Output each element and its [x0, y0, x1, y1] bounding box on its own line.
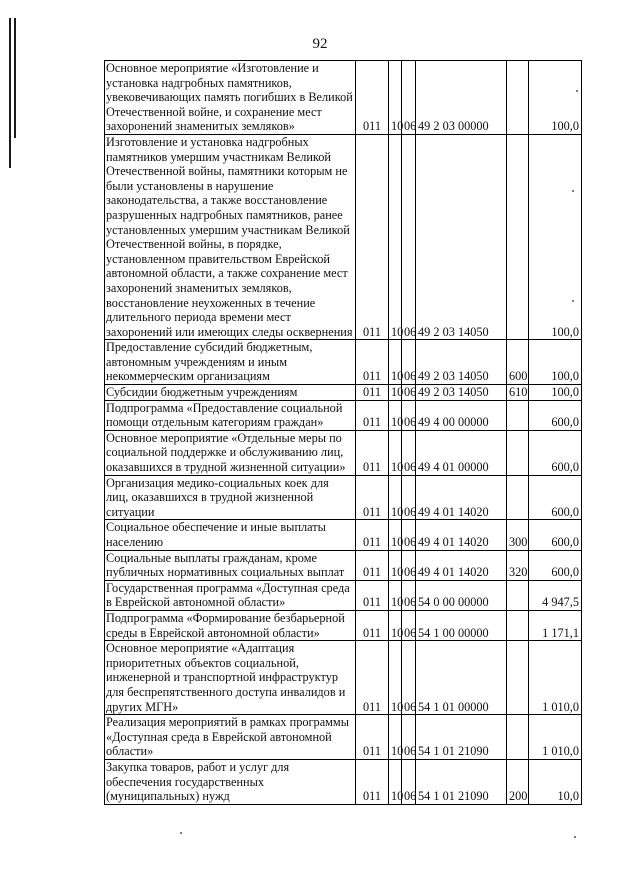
- amount-cell: 100,0: [529, 61, 582, 135]
- table-row: [105, 340, 582, 385]
- subsection-code-cell: 06: [402, 61, 416, 135]
- table-row: [105, 61, 582, 135]
- expense-type-cell: [507, 400, 529, 430]
- table-row: [105, 385, 582, 401]
- subsection-code-cell: 06: [402, 400, 416, 430]
- section-code-cell: 10: [389, 550, 402, 580]
- target-article-cell: 49 4 00 00000: [416, 400, 507, 430]
- ministry-code-cell: 011: [356, 134, 389, 339]
- row-name-cell: Социальные выплаты гражданам, кроме публичных нормативных социальных выплат: [105, 550, 356, 580]
- ministry-code-cell: 011: [356, 340, 389, 385]
- ministry-code-cell: 011: [356, 475, 389, 520]
- row-name-cell: Предоставление субсидий бюджетным, автономным учреждениям и иным некоммерческим организациям: [105, 340, 356, 385]
- ministry-code-cell: 011: [356, 550, 389, 580]
- target-article-cell: 49 2 03 14050: [416, 340, 507, 385]
- amount-cell: 1 171,1: [529, 610, 582, 640]
- subsection-code-cell: 06: [402, 385, 416, 401]
- scan-speck: [574, 836, 576, 838]
- ministry-code-cell: 011: [356, 610, 389, 640]
- expense-type-cell: [507, 475, 529, 520]
- table-row: [105, 520, 582, 550]
- table-row: [105, 641, 582, 715]
- ministry-code-cell: 011: [356, 580, 389, 610]
- section-code-cell: 10: [389, 475, 402, 520]
- subsection-code-cell: 06: [402, 580, 416, 610]
- amount-cell: 1 010,0: [529, 641, 582, 715]
- ministry-code-cell: 011: [356, 641, 389, 715]
- amount-cell: 600,0: [529, 550, 582, 580]
- subsection-code-cell: 06: [402, 610, 416, 640]
- row-name-cell: Основное мероприятие «Отдельные меры по социальной поддержке и обслуживанию лиц, оказавшихся в трудной жизненной ситуации»: [105, 430, 356, 475]
- expense-type-cell: [507, 715, 529, 760]
- scan-speck: [180, 832, 182, 834]
- section-code-cell: 10: [389, 580, 402, 610]
- row-name-cell: Государственная программа «Доступная среда в Еврейской автономной области»: [105, 580, 356, 610]
- table-row: [105, 400, 582, 430]
- row-name-cell: Реализация мероприятий в рамках программы «Доступная среда в Еврейской автономной области»: [105, 715, 356, 760]
- target-article-cell: 54 1 01 00000: [416, 641, 507, 715]
- row-name-cell: Основное мероприятие «Адаптация приоритетных объектов социальной, инженерной и транспортной инфраструктур для беспрепятственного доступа инвалидов и других МГН»: [105, 641, 356, 715]
- target-article-cell: 49 4 01 00000: [416, 430, 507, 475]
- table-row: [105, 759, 582, 804]
- subsection-code-cell: 06: [402, 520, 416, 550]
- page-number: 92: [312, 36, 328, 52]
- amount-cell: 600,0: [529, 475, 582, 520]
- scan-speck: [576, 90, 578, 92]
- section-code-cell: 10: [389, 430, 402, 475]
- ministry-code-cell: 011: [356, 759, 389, 804]
- amount-cell: 100,0: [529, 134, 582, 339]
- subsection-code-cell: 06: [402, 340, 416, 385]
- amount-cell: 1 010,0: [529, 715, 582, 760]
- ministry-code-cell: 011: [356, 520, 389, 550]
- scan-speck: [572, 300, 574, 302]
- subsection-code-cell: 06: [402, 430, 416, 475]
- target-article-cell: 49 2 03 14050: [416, 134, 507, 339]
- table-row: [105, 610, 582, 640]
- section-code-cell: 10: [389, 134, 402, 339]
- expense-type-cell: [507, 641, 529, 715]
- row-name-cell: Подпрограмма «Формирование безбарьерной среды в Еврейской автономной области»: [105, 610, 356, 640]
- table-row: [105, 475, 582, 520]
- target-article-cell: 49 4 01 14020: [416, 520, 507, 550]
- budget-table: [104, 60, 582, 805]
- expense-type-cell: 300: [507, 520, 529, 550]
- target-article-cell: 49 2 03 14050: [416, 385, 507, 401]
- subsection-code-cell: 06: [402, 641, 416, 715]
- target-article-cell: 49 4 01 14020: [416, 475, 507, 520]
- expense-type-cell: [507, 580, 529, 610]
- ministry-code-cell: 011: [356, 715, 389, 760]
- amount-cell: 600,0: [529, 400, 582, 430]
- ministry-code-cell: 011: [356, 385, 389, 401]
- expense-type-cell: [507, 61, 529, 135]
- subsection-code-cell: 06: [402, 759, 416, 804]
- expense-type-cell: [507, 134, 529, 339]
- amount-cell: 100,0: [529, 385, 582, 401]
- ministry-code-cell: 011: [356, 400, 389, 430]
- table-row: [105, 430, 582, 475]
- table-row: [105, 580, 582, 610]
- target-article-cell: 49 2 03 00000: [416, 61, 507, 135]
- expense-type-cell: 200: [507, 759, 529, 804]
- target-article-cell: 54 1 01 21090: [416, 715, 507, 760]
- subsection-code-cell: 06: [402, 475, 416, 520]
- scan-speck: [572, 190, 574, 192]
- section-code-cell: 10: [389, 715, 402, 760]
- section-code-cell: 10: [389, 759, 402, 804]
- amount-cell: 600,0: [529, 520, 582, 550]
- row-name-cell: Субсидии бюджетным учреждениям: [105, 385, 356, 401]
- expense-type-cell: [507, 610, 529, 640]
- target-article-cell: 54 1 00 00000: [416, 610, 507, 640]
- target-article-cell: 54 1 01 21090: [416, 759, 507, 804]
- target-article-cell: 54 0 00 00000: [416, 580, 507, 610]
- subsection-code-cell: 06: [402, 715, 416, 760]
- expense-type-cell: 320: [507, 550, 529, 580]
- row-name-cell: Организация медико-социальных коек для лиц, оказавшихся в трудной жизненной ситуации: [105, 475, 356, 520]
- section-code-cell: 10: [389, 385, 402, 401]
- section-code-cell: 10: [389, 400, 402, 430]
- table-row: [105, 550, 582, 580]
- expense-type-cell: 610: [507, 385, 529, 401]
- expense-type-cell: 600: [507, 340, 529, 385]
- amount-cell: 100,0: [529, 340, 582, 385]
- target-article-cell: 49 4 01 14020: [416, 550, 507, 580]
- row-name-cell: Закупка товаров, работ и услуг для обеспечения государственных (муниципальных) нужд: [105, 759, 356, 804]
- row-name-cell: Изготовление и установка надгробных памятников умершим участникам Великой Отечественной войны, памятники которым не были установлены в нарушение законодательства, а также восстановление разрушенных надгробных памятников, ранее установленных умершим участникам Великой Отечественной войны, в порядке, установленном правительством Еврейской автономной области, а также сохранение мест захоронений знаменитых земляков, восстановление неухоженных в течение длительного периода времени мест захоронений или имеющих следы осквернения: [105, 134, 356, 339]
- amount-cell: 4 947,5: [529, 580, 582, 610]
- table-row: [105, 134, 582, 339]
- section-code-cell: 10: [389, 340, 402, 385]
- amount-cell: 600,0: [529, 430, 582, 475]
- expense-type-cell: [507, 430, 529, 475]
- subsection-code-cell: 06: [402, 550, 416, 580]
- ministry-code-cell: 011: [356, 430, 389, 475]
- row-name-cell: Основное мероприятие «Изготовление и установка надгробных памятников, увековечивающих память погибших в Великой Отечественной войне, и сохранение мест захоронений знаменитых земляков»: [105, 61, 356, 135]
- section-code-cell: 10: [389, 520, 402, 550]
- section-code-cell: 10: [389, 61, 402, 135]
- section-code-cell: 10: [389, 641, 402, 715]
- section-code-cell: 10: [389, 610, 402, 640]
- row-name-cell: Социальное обеспечение и иные выплаты населению: [105, 520, 356, 550]
- table-row: [105, 715, 582, 760]
- subsection-code-cell: 06: [402, 134, 416, 339]
- amount-cell: 10,0: [529, 759, 582, 804]
- ministry-code-cell: 011: [356, 61, 389, 135]
- row-name-cell: Подпрограмма «Предоставление социальной помощи отдельным категориям граждан»: [105, 400, 356, 430]
